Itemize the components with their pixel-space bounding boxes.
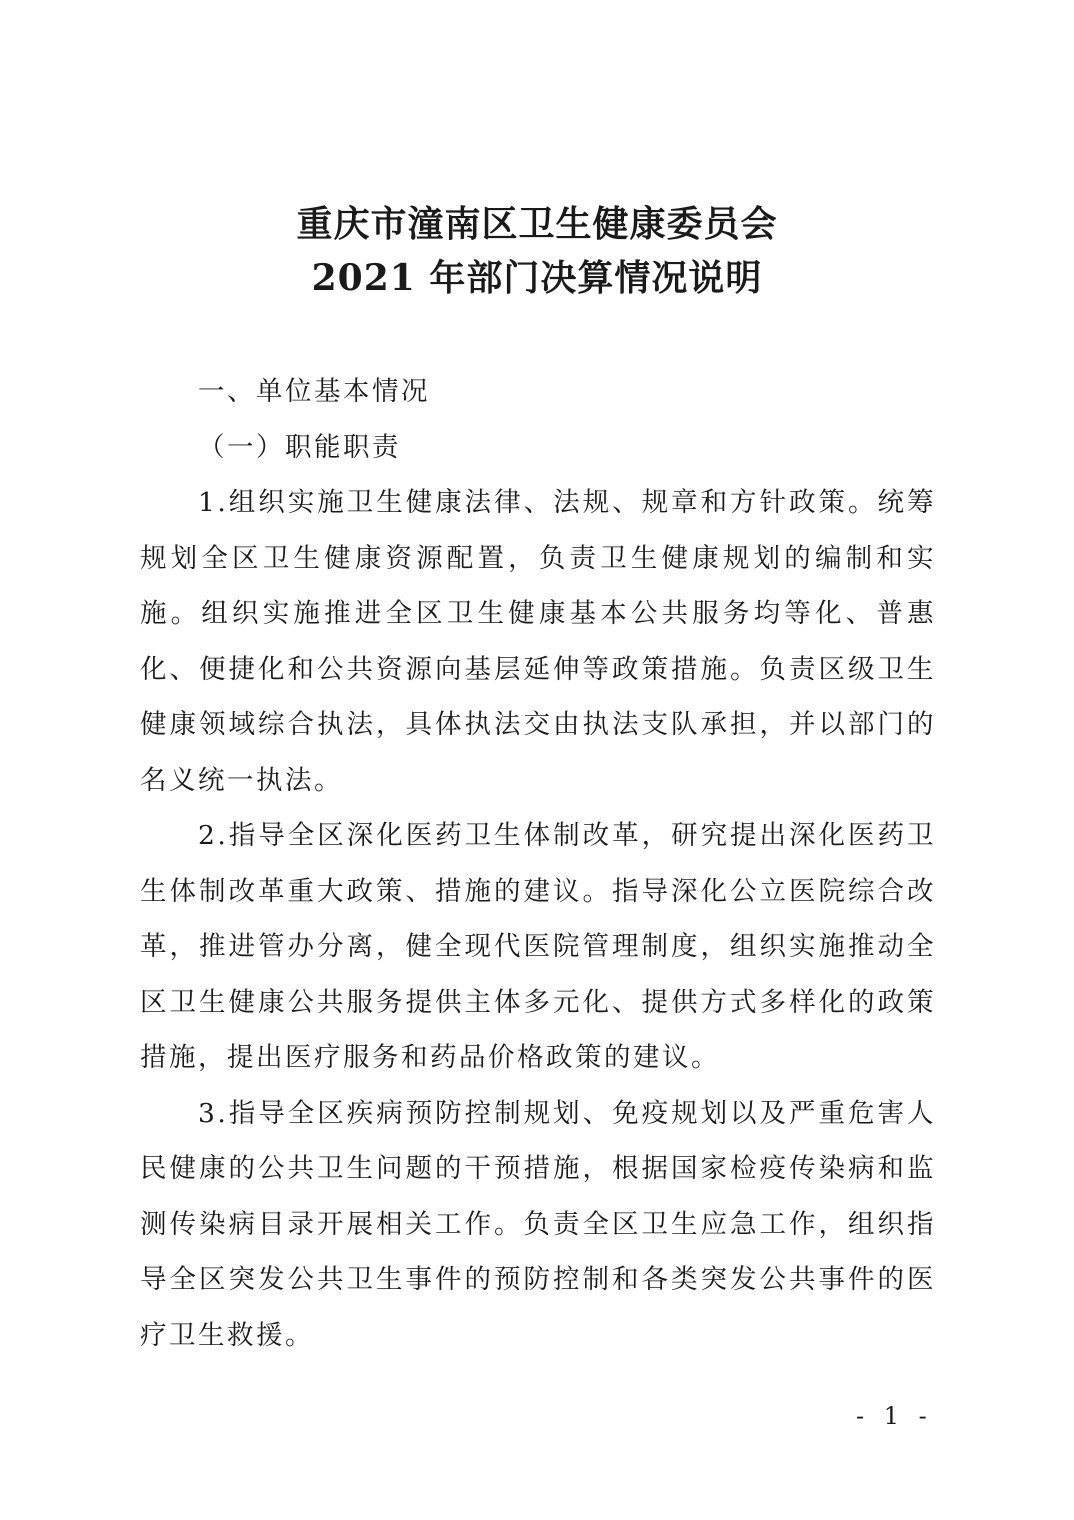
document-title-line-2: 2021 年部门决算情况说明 [311,257,763,299]
paragraph-duty-1: 1.组织实施卫生健康法律、法规、规章和方针政策。统筹规划全区卫生健康资源配置，负责卫生健康规划的编制和实施。组织实施推进全区卫生健康基本公共服务均等化、普惠化、便捷化和公共资源向基层延伸等政策措施。负责区级卫生健康领域综合执法，具体执法交由执法支队承担，并以部门的名义统一执法。 [140,487,936,796]
document-body [140,364,936,1363]
paragraph-duty-2: 2.指导全区深化医药卫生体制改革，研究提出深化医药卫生体制改革重大政策、措施的建议。指导深化公立医院综合改革，推进管办分离，健全现代医院管理制度，组织实施推动全区卫生健康公共服务提供主体多元化、提供方式多样化的政策措施，提出医疗服务和药品价格政策的建议。 [140,820,936,1073]
document-title-line-1: 重庆市潼南区卫生健康委员会 [296,203,778,245]
subsection-heading: （一）职能职责 [198,431,401,463]
paragraph-duty-3: 3.指导全区疾病预防控制规划、免疫规划以及严重危害人民健康的公共卫生问题的干预措施，根据国家检疫传染病和监测传染病目录开展相关工作。负责全区卫生应急工作，组织指导全区突发公共卫生事件的预防控制和各类突发公共事件的医疗卫生救援。 [140,1097,936,1351]
section-heading: 一、单位基本情况 [198,376,430,407]
page-number: - 1 - [856,1402,933,1430]
